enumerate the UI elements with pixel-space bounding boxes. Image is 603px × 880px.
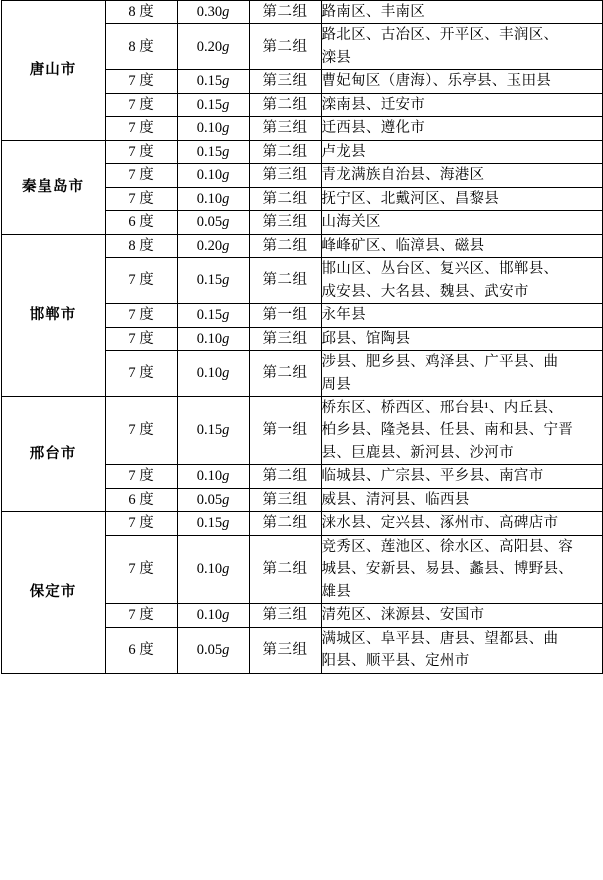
- design-group-cell: 第三组: [249, 327, 321, 350]
- intensity-cell: 6 度: [105, 627, 177, 673]
- area-line: 路南区、丰南区: [321, 4, 426, 20]
- area-line: 桥东区、桥西区、邢台县¹、内丘县、: [321, 399, 563, 416]
- design-group-cell: 第二组: [249, 234, 321, 257]
- area-list-cell: [321, 93, 602, 116]
- acceleration-value: 0.20: [196, 237, 223, 254]
- design-group-cell: 第一组: [249, 304, 321, 327]
- area-line: 临城县、广宗县、平乡县、南宫市: [321, 468, 544, 485]
- intensity-cell: 7 度: [105, 535, 177, 603]
- intensity-cell: 7 度: [105, 512, 177, 535]
- acceleration-cell: [177, 24, 249, 70]
- acceleration-unit: g: [222, 190, 230, 207]
- design-group-cell: 第二组: [249, 140, 321, 163]
- acceleration-cell: [177, 304, 249, 327]
- area-line: 迁西县、遵化市: [321, 120, 426, 137]
- acceleration-cell: [177, 234, 249, 257]
- acceleration-unit: g: [222, 120, 230, 137]
- acceleration-value: 0.10: [196, 607, 223, 624]
- acceleration-unit: g: [222, 561, 230, 578]
- area-line: 周县: [321, 376, 352, 393]
- acceleration-value: 0.05: [196, 214, 223, 231]
- acceleration-unit: g: [222, 167, 230, 184]
- acceleration-unit: g: [222, 641, 230, 658]
- acceleration-value: 0.15: [196, 96, 223, 113]
- acceleration-unit: g: [222, 422, 230, 439]
- area-list-cell: [321, 211, 602, 234]
- area-line: 涞水县、定兴县、涿州市、高碑店市: [321, 515, 559, 532]
- area-list-cell: [321, 234, 602, 257]
- table-row: [1, 234, 602, 257]
- area-line: 县、巨鹿县、新河县、沙河市: [321, 444, 514, 461]
- acceleration-cell: [177, 604, 249, 627]
- area-list-cell: [321, 512, 602, 535]
- city-cell: 邯郸市: [1, 234, 105, 396]
- intensity-cell: 7 度: [105, 258, 177, 304]
- design-group-cell: 第三组: [249, 117, 321, 140]
- table-row: [1, 140, 602, 163]
- design-group-cell: 第二组: [249, 535, 321, 603]
- acceleration-value: 0.05: [196, 491, 223, 508]
- design-group-cell: 第三组: [249, 627, 321, 673]
- design-group-cell: 第二组: [249, 24, 321, 70]
- intensity-cell: 7 度: [105, 117, 177, 140]
- intensity-cell: 7 度: [105, 604, 177, 627]
- acceleration-value: 0.15: [196, 422, 223, 439]
- area-line: 曹妃甸区（唐海）、乐亭县、玉田县: [321, 73, 552, 90]
- acceleration-unit: g: [222, 607, 230, 624]
- acceleration-unit: g: [222, 4, 230, 20]
- area-line: 邱县、馆陶县: [321, 330, 411, 347]
- acceleration-value: 0.15: [196, 272, 223, 289]
- area-line: 阳县、顺平县、定州市: [321, 653, 470, 670]
- acceleration-unit: g: [222, 468, 230, 485]
- acceleration-value: 0.15: [196, 307, 223, 324]
- intensity-cell: 7 度: [105, 164, 177, 187]
- intensity-cell: 7 度: [105, 304, 177, 327]
- acceleration-cell: [177, 465, 249, 488]
- acceleration-cell: [177, 211, 249, 234]
- intensity-cell: 8 度: [105, 24, 177, 70]
- acceleration-unit: g: [222, 96, 230, 113]
- area-list-cell: [321, 258, 602, 304]
- intensity-cell: 6 度: [105, 488, 177, 511]
- area-line: 滦南县、迁安市: [321, 96, 426, 113]
- acceleration-unit: g: [222, 330, 230, 347]
- acceleration-cell: [177, 627, 249, 673]
- area-line: 峰峰矿区、临漳县、磁县: [321, 237, 485, 254]
- acceleration-value: 0.30: [196, 4, 223, 20]
- acceleration-unit: g: [222, 491, 230, 508]
- table-row: [1, 396, 602, 464]
- area-line: 满城区、阜平县、唐县、望都县、曲: [321, 630, 559, 647]
- acceleration-cell: [177, 187, 249, 210]
- design-group-cell: 第二组: [249, 187, 321, 210]
- city-cell: 秦皇岛市: [1, 140, 105, 234]
- acceleration-unit: g: [222, 237, 230, 254]
- design-group-cell: 第二组: [249, 512, 321, 535]
- intensity-cell: 7 度: [105, 465, 177, 488]
- area-line: 清苑区、涞源县、安国市: [321, 607, 485, 624]
- acceleration-value: 0.15: [196, 515, 223, 532]
- acceleration-value: 0.15: [196, 73, 223, 90]
- area-line: 城县、安新县、易县、蠡县、博野县、: [321, 561, 574, 578]
- area-line: 抚宁区、北戴河区、昌黎县: [321, 190, 500, 207]
- area-list-cell: [321, 465, 602, 488]
- intensity-cell: 7 度: [105, 396, 177, 464]
- area-line: 竞秀区、莲池区、徐水区、高阳县、容: [321, 538, 574, 555]
- city-cell: 保定市: [1, 512, 105, 673]
- design-group-cell: 第三组: [249, 164, 321, 187]
- area-line: 涉县、肥乡县、鸡泽县、广平县、曲: [321, 354, 559, 371]
- area-list-cell: [321, 1, 602, 24]
- acceleration-cell: [177, 396, 249, 464]
- area-line: 成安县、大名县、魏县、武安市: [321, 283, 529, 300]
- intensity-cell: 8 度: [105, 1, 177, 24]
- acceleration-cell: [177, 70, 249, 93]
- table-row: [1, 1, 602, 24]
- acceleration-unit: g: [222, 143, 230, 160]
- city-cell: 邢台市: [1, 396, 105, 511]
- area-line: 卢龙县: [321, 143, 366, 160]
- intensity-cell: 7 度: [105, 140, 177, 163]
- area-line: 青龙满族自治县、海港区: [321, 167, 485, 184]
- acceleration-cell: [177, 512, 249, 535]
- intensity-cell: 7 度: [105, 351, 177, 397]
- acceleration-value: 0.10: [196, 190, 223, 207]
- design-group-cell: 第二组: [249, 351, 321, 397]
- design-group-cell: 第二组: [249, 93, 321, 116]
- intensity-cell: 7 度: [105, 327, 177, 350]
- area-list-cell: [321, 627, 602, 673]
- intensity-cell: 6 度: [105, 211, 177, 234]
- area-line: 滦县: [321, 49, 352, 66]
- acceleration-unit: g: [222, 515, 230, 532]
- acceleration-cell: [177, 535, 249, 603]
- area-list-cell: [321, 535, 602, 603]
- acceleration-value: 0.10: [196, 468, 223, 485]
- acceleration-value: 0.10: [196, 561, 223, 578]
- area-line: 柏乡县、隆尧县、任县、南和县、宁晋: [321, 422, 574, 439]
- acceleration-cell: [177, 1, 249, 24]
- acceleration-value: 0.10: [196, 120, 223, 137]
- intensity-cell: 7 度: [105, 70, 177, 93]
- area-list-cell: [321, 164, 602, 187]
- area-list-cell: [321, 604, 602, 627]
- acceleration-cell: [177, 117, 249, 140]
- acceleration-unit: g: [222, 38, 230, 55]
- area-list-cell: [321, 187, 602, 210]
- city-cell: 唐山市: [1, 1, 105, 141]
- design-group-cell: 第一组: [249, 396, 321, 464]
- acceleration-value: 0.10: [196, 365, 223, 382]
- acceleration-cell: [177, 351, 249, 397]
- table-body: [1, 1, 602, 674]
- acceleration-value: 0.05: [196, 641, 223, 658]
- intensity-cell: 8 度: [105, 234, 177, 257]
- design-group-cell: 第三组: [249, 488, 321, 511]
- intensity-cell: 7 度: [105, 187, 177, 210]
- acceleration-unit: g: [222, 214, 230, 231]
- area-list-cell: [321, 396, 602, 464]
- acceleration-value: 0.10: [196, 330, 223, 347]
- area-list-cell: [321, 117, 602, 140]
- area-line: 山海关区: [321, 214, 381, 231]
- area-list-cell: [321, 327, 602, 350]
- design-group-cell: 第二组: [249, 258, 321, 304]
- acceleration-value: 0.10: [196, 167, 223, 184]
- acceleration-unit: g: [222, 307, 230, 324]
- area-list-cell: [321, 70, 602, 93]
- acceleration-cell: [177, 140, 249, 163]
- acceleration-unit: g: [222, 365, 230, 382]
- acceleration-cell: [177, 164, 249, 187]
- design-group-cell: 第二组: [249, 465, 321, 488]
- design-group-cell: 第三组: [249, 604, 321, 627]
- design-group-cell: 第三组: [249, 70, 321, 93]
- acceleration-cell: [177, 93, 249, 116]
- area-line: 路北区、古冶区、开平区、丰润区、: [321, 27, 559, 44]
- design-group-cell: 第二组: [249, 1, 321, 24]
- area-line: 雄县: [321, 583, 352, 600]
- area-list-cell: [321, 351, 602, 397]
- design-group-cell: 第三组: [249, 211, 321, 234]
- area-list-cell: [321, 24, 602, 70]
- area-line: 威县、清河县、临西县: [321, 491, 470, 508]
- acceleration-cell: [177, 258, 249, 304]
- acceleration-cell: [177, 327, 249, 350]
- acceleration-value: 0.15: [196, 143, 223, 160]
- area-line: 永年县: [321, 307, 366, 324]
- table-row: [1, 512, 602, 535]
- acceleration-unit: g: [222, 73, 230, 90]
- acceleration-cell: [177, 488, 249, 511]
- area-line: 邯山区、丛台区、复兴区、邯郸县、: [321, 261, 559, 278]
- area-list-cell: [321, 140, 602, 163]
- area-list-cell: [321, 304, 602, 327]
- intensity-cell: 7 度: [105, 93, 177, 116]
- area-list-cell: [321, 488, 602, 511]
- acceleration-unit: g: [222, 272, 230, 289]
- acceleration-value: 0.20: [196, 38, 223, 55]
- seismic-parameters-table: [1, 0, 603, 674]
